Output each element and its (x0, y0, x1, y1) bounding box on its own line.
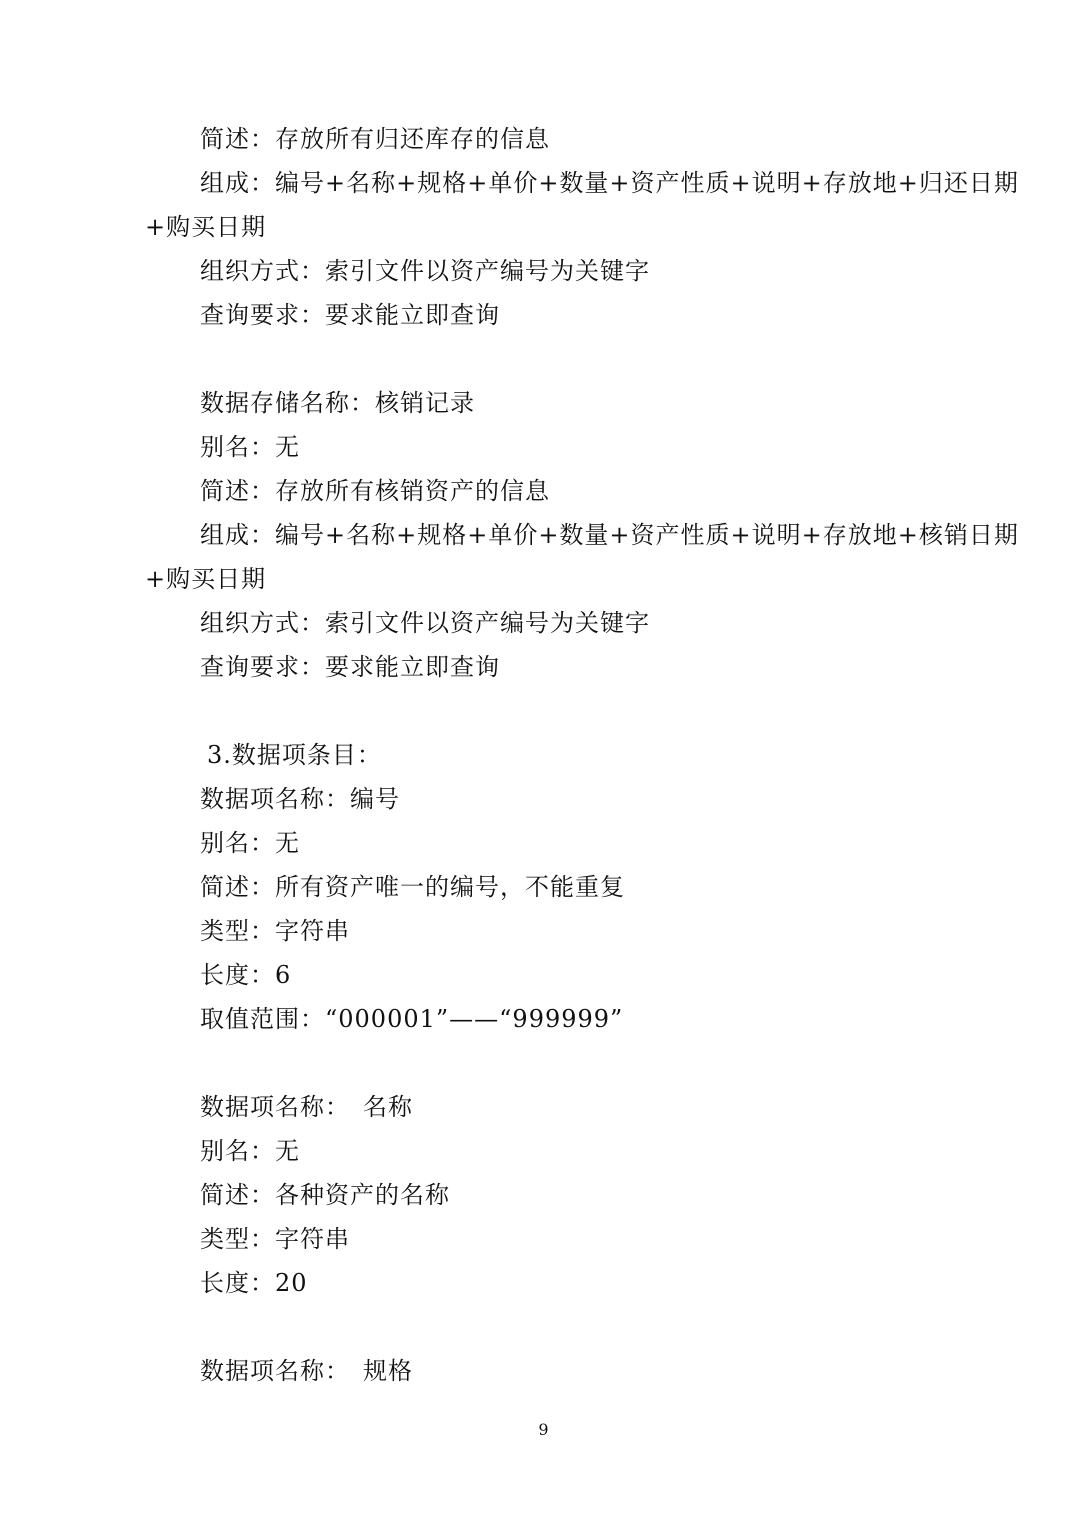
item-name-summary: 简述：各种资产的名称 (200, 1181, 450, 1209)
writeoff-record-organization: 组织方式：索引文件以资产编号为关键字 (200, 609, 650, 637)
item-spec-name: 数据项名称： 规格 (200, 1357, 413, 1385)
writeoff-record-name: 数据存储名称：核销记录 (200, 389, 475, 417)
item-number-name: 数据项名称：编号 (200, 785, 400, 813)
writeoff-record-composition-continued: +购买日期 (145, 565, 267, 593)
item-number-length: 长度：6 (200, 961, 292, 989)
data-items-heading: 3.数据项条目： (207, 741, 382, 769)
return-storage-summary: 简述：存放所有归还库存的信息 (200, 125, 550, 153)
item-name-length: 长度：20 (200, 1269, 308, 1297)
item-name-name: 数据项名称： 名称 (200, 1093, 413, 1121)
item-number-type: 类型：字符串 (200, 917, 350, 945)
writeoff-record-query: 查询要求：要求能立即查询 (200, 653, 500, 681)
item-number-summary: 简述：所有资产唯一的编号，不能重复 (200, 873, 625, 901)
return-storage-query: 查询要求：要求能立即查询 (200, 301, 500, 329)
return-storage-organization: 组织方式：索引文件以资产编号为关键字 (200, 257, 650, 285)
return-storage-composition-continued: +购买日期 (145, 213, 267, 241)
item-name-type: 类型：字符串 (200, 1225, 350, 1253)
writeoff-record-summary: 简述：存放所有核销资产的信息 (200, 477, 550, 505)
writeoff-record-alias: 别名：无 (200, 433, 300, 461)
item-number-alias: 别名：无 (200, 829, 300, 857)
writeoff-record-composition: 组成：编号+名称+规格+单价+数量+资产性质+说明+存放地+核销日期 (200, 521, 1019, 549)
item-name-alias: 别名：无 (200, 1137, 300, 1165)
return-storage-composition: 组成：编号+名称+规格+单价+数量+资产性质+说明+存放地+归还日期 (200, 169, 1019, 197)
page-number: 9 (538, 1420, 549, 1439)
item-number-range: 取值范围：“000001”——“999999” (200, 1005, 624, 1033)
